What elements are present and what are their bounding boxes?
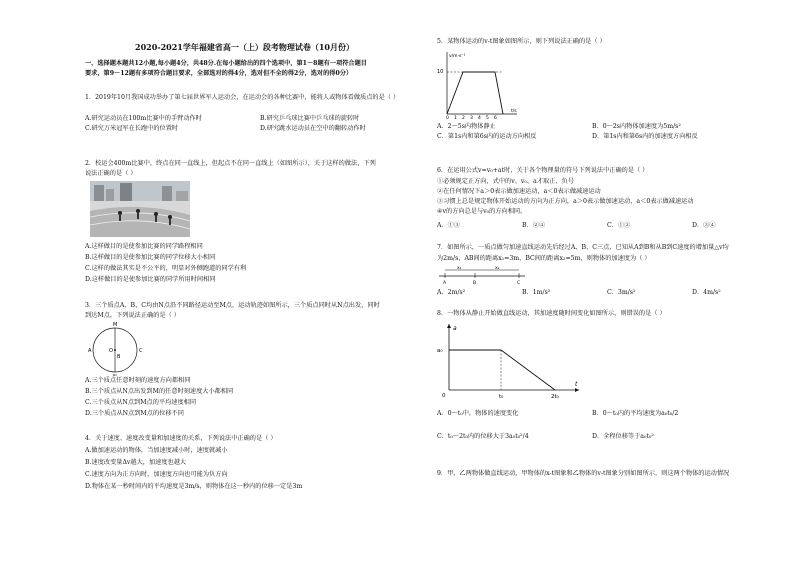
q9-stem: 9．甲、乙两物体做直线运动，甲物体的x-t图象和乙物体的v-t图象分别如图所示，则这两个物体的运动情况 <box>437 470 730 477</box>
q6-option-b: B．②④ <box>522 222 546 229</box>
q8-t0: t₀ <box>499 394 504 400</box>
q7-option-d: D．4m/s² <box>692 289 721 296</box>
q8-option-d: D．全程位移等于a₀t₀² <box>592 433 654 440</box>
q1-option-c: C.研究万米冠军在长跑中的位置时 <box>85 125 179 132</box>
q8-at-graph <box>437 320 582 402</box>
q5-velocity-line <box>447 72 503 114</box>
q3-label-a: A <box>88 348 92 354</box>
q3-stem-line2: 到达M点，下列说法正确的是（ ） <box>85 312 180 319</box>
q2-option-d: D.这样做目的是使参加比赛的同学所用时间相同 <box>85 276 216 283</box>
q1-stem: 1．2019年10月我国成功举办了第七届世界军人运动会，在运动会的各种比赛中，能将人或物体看做质点的是（ ） <box>85 94 400 101</box>
q5-stem: 5．某物体运动的v-t图象如图所示，则下列说法正确的是（ ） <box>437 38 606 45</box>
q3-option-c: C.三个质点从N点到M点的平均速度相同 <box>85 399 197 406</box>
q8-option-a: A．0～t₀中，物体的速度变化 <box>437 410 519 417</box>
q5-yval: 10 <box>437 69 444 75</box>
q8-stem: 8．一物体从静止开始做直线运动，其加速度随时间变化如图所示，则错误的是（ ） <box>437 310 666 317</box>
q1-option-d: D.研究跳水运动员在空中的翻转动作时 <box>260 125 366 132</box>
q6-item-3: ③习惯上总是规定物体开始运动的方向为正方向，a＞0表示做加速运动，a＜0表示做减速运动 <box>437 198 694 205</box>
q3-label-c: C <box>139 348 143 354</box>
q3-label-n <box>113 374 117 376</box>
q5-tick-label: 3 <box>470 116 473 120</box>
q6-stem: 6．在运用公式v=v₀+at时，关于各个物理量的符号下列说法中正确的是（ ） <box>437 167 649 174</box>
q1-option-b: B.研究乒乓球比赛中乒乓球的旋转时 <box>260 115 360 122</box>
q7-stem-line2: 为2m/s，AB间的距离x₁=3m，BC间的距离x₂=5m，则物体的加速度为（ ） <box>437 255 651 262</box>
q7-label-x1: x₁ <box>457 266 462 271</box>
q2-option-a: A.这样做目的是使参加比赛的同学路程相同 <box>85 243 203 250</box>
section-heading-line1: 一、选择题本题共12小题,每小题4分，共48分.在每小题给出的四个选项中，第1－8题有一项符合题目 <box>85 60 367 67</box>
q4-option-a: A.做加速运动的物体，当加速度减小时，速度就减小 <box>85 447 228 454</box>
q7-label-x2: x₂ <box>495 266 500 271</box>
q3-label-b: B <box>117 354 121 360</box>
q5-option-d: D．第1s内和第6s内的加速度方向相反 <box>592 133 698 140</box>
q7-label-b: B <box>473 281 477 286</box>
q8-ylabel: a <box>453 325 457 332</box>
q5-xlabel: t/s <box>511 109 517 114</box>
q3-label-o: O <box>109 348 113 354</box>
q2-track-photo <box>90 181 190 237</box>
q6-item-2: ②在任何情况下a＞0表示做加速运动，a＜0表示做减速运动 <box>437 188 601 195</box>
q3-option-b: B.三个质点从N点出发到M的任意时刻速度大小都相同 <box>85 388 234 395</box>
q7-label-c: C <box>517 281 521 286</box>
q7-option-a: A．2m/s² <box>437 289 466 296</box>
q6-option-d: D．③④ <box>692 222 716 229</box>
q7-stem-line1: 7．如图所示，一质点做匀加速直线运动先后经过A、B、C三点，已知从A到B和从B到C速度的增加量△v均 <box>437 244 729 251</box>
q5-vt-graph <box>437 48 527 120</box>
q5-tick-label: 2 <box>462 116 465 120</box>
q5-tick-label: 5 <box>486 116 489 120</box>
q1-option-a: A.研究运动员在100m比赛中的手臂动作时 <box>85 115 202 122</box>
q8-t2: 2t₀ <box>551 394 559 400</box>
q5-tick-label: 4 <box>478 116 481 120</box>
q2-option-b: B.这样做目的是使参加比赛的同学位移大小相同 <box>85 254 216 261</box>
q3-trajectory-diagram <box>85 320 145 376</box>
q4-stem: 4．关于速度、速度改变量和加速度的关系，下列说法中正确的是（ ） <box>85 435 277 442</box>
q4-option-c: C.速度方向为正方向时，加速度方向也可能为负方向 <box>85 471 228 478</box>
q5-option-a: A．2～5s内物体静止 <box>437 123 496 130</box>
q4-option-b: B.速度改变量Δv越大，加速度也越大 <box>85 459 187 466</box>
q3-label-m: M <box>113 322 118 328</box>
q3-option-d: D.三个质点从N点到M点的位移不同 <box>85 410 184 417</box>
q3-stem-line1: 3．三个质点A、B、C均由N点沿不同路径运动至M点，运动轨迹如图所示，三个质点同时从N点出发，同时 <box>85 302 380 309</box>
q6-option-a: A．①③ <box>437 222 461 229</box>
q5-option-b: B．0～2s内物体加速度为5m/s² <box>592 123 681 130</box>
q6-option-c: C．①② <box>607 222 631 229</box>
exam-title: 2020-2021学年福建省高一（上）段考物理试卷（10月份） <box>135 42 354 52</box>
section-heading-line2: 要求，第9－12题有多项符合题目要求，全部选对的得4分，选对但不全的得2分，选对的得0分） <box>85 70 353 77</box>
q5-tick-label: 1 <box>454 116 457 120</box>
q7-option-b: B．1m/s² <box>522 289 551 296</box>
q6-item-4: ④v的方向总是与v₀的方向相同。 <box>437 208 527 215</box>
q2-stem-line1: 2．校运会400m比赛中，终点在同一直线上，但起点不在同一直线上（如图所示），关于这样的做法，下列 <box>85 160 376 167</box>
q8-origin: 0 <box>442 393 446 399</box>
q5-option-c: C．第1s内和第6s内的运动方向相反 <box>437 133 537 140</box>
q2-stem-line2: 说法正确的是（ ） <box>85 170 137 177</box>
q7-line-diagram <box>437 264 529 286</box>
q7-option-c: C．3m/s² <box>607 289 636 296</box>
q5-ylabel: v/m·s⁻¹ <box>449 54 466 59</box>
q7-label-a: A <box>443 281 447 286</box>
q8-option-b: B．0～t₀内的平均速度为a₀t₀/2 <box>592 410 679 417</box>
q5-tick-label: 6 <box>494 116 497 120</box>
q4-option-d: D.物体在某一秒时间内的平均速度是3m/s，则物体在这一秒内的位移一定是3m <box>85 483 303 490</box>
q8-xlabel: t <box>575 381 578 388</box>
q6-item-1: ①必须规定正方向，式中的v、v₀、a才取正、负号 <box>437 178 574 185</box>
q8-option-c: C．t₀～2t₀内的位移大于3a₀t₀²/4 <box>437 433 529 440</box>
q3-option-a: A.三个质点任意时刻的速度方向都相同 <box>85 377 191 384</box>
q2-option-c: C.这样的做法其实是不公平的，明显对外侧跑道的同学有利 <box>85 265 247 272</box>
q5-tick-label: 0 <box>446 116 449 120</box>
q8-yval: a₀ <box>437 348 443 354</box>
